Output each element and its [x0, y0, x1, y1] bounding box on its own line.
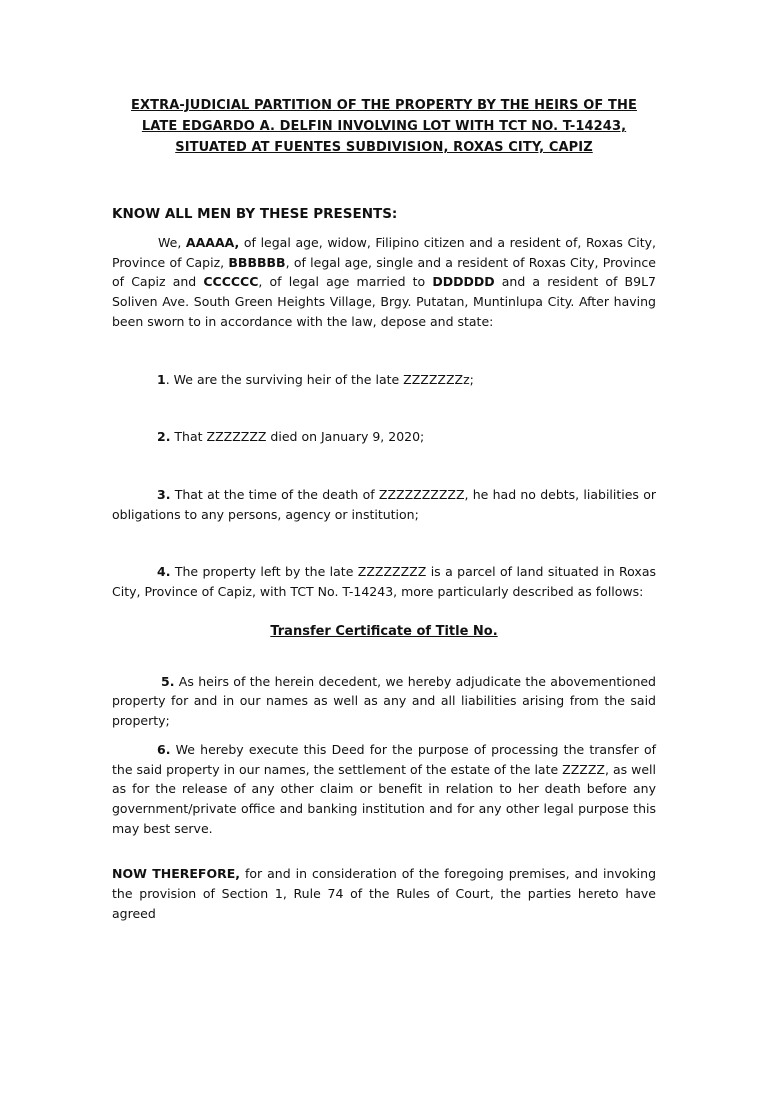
clause-4 [112, 562, 656, 601]
clause-2 [112, 427, 656, 447]
intro-text-4: , of legal age married to [258, 274, 433, 290]
clause-6-text: We hereby execute this Deed for the purpose of processing the transfer of the said property in our names, the settlement of the estate of the late ZZZZZ, as well as for the release of any other claim or benefit in relation to her death before any government/private office and banking institution and for any other legal purpose this may best serve. [112, 741, 656, 836]
document-title: EXTRA-JUDICIAL PARTITION OF THE PROPERTY BY THE HEIRS OF THE LATE EDGARDO A. DELFIN INVOLVING LOT WITH TCT NO. T-14243, SITUATED AT FUENTES SUBDIVISION, ROXAS CITY, CAPIZ [131, 98, 637, 155]
document-page [0, 95, 768, 1119]
clause-5-number: 5. [161, 673, 175, 689]
party-name-4: DDDDDD [432, 274, 495, 290]
now-therefore-paragraph [112, 864, 656, 923]
clause-3 [112, 485, 656, 524]
clause-1-number: 1 [157, 371, 166, 387]
clause-4-number: 4. [157, 564, 171, 580]
intro-text-2: of legal age, widow, Filipino citizen and a resident of, Roxas City, Province of Capiz, [112, 235, 656, 270]
party-name-3: CCCCCC [203, 274, 259, 290]
clause-6-number: 6. [157, 741, 171, 757]
clause-5-text: As heirs of the herein decedent, we hereby adjudicate the abovementioned property for and in our names as well as any and all liabilities arising from the said property; [112, 673, 656, 729]
intro-text-3: , of legal age, single and a resident of Roxas City, Province of Capiz and [112, 254, 656, 290]
clause-3-number: 3. [157, 486, 171, 502]
now-therefore-lead: NOW THEREFORE, [112, 866, 240, 882]
party-name-2: BBBBBB [228, 254, 286, 270]
intro-text-1: We, [158, 235, 186, 250]
clause-4-text: The property left by the late ZZZZZZZZ is a parcel of land situated in Roxas City, Province of Capiz, with TCT No. T-14243, more particularly described as follows: [112, 564, 656, 600]
clause-3-text: That at the time of the death of ZZZZZZZZZZ, he had no debts, liabilities or obligations to any persons, agency or institution; [112, 486, 656, 522]
clause-2-text: That ZZZZZZZ died on January 9, 2020; [170, 429, 425, 445]
tct-heading: Transfer Certificate of Title No. [270, 623, 498, 639]
clause-1 [112, 370, 656, 390]
clause-6 [112, 740, 656, 839]
intro-text-5: and a resident of B9L7 Soliven Ave. South Green Heights Village, Brgy. Putatan, Muntinlupa City. After having been sworn to in accordance with the law, depose and state: [112, 274, 657, 329]
intro-paragraph [112, 233, 656, 332]
now-therefore-text: for and in consideration of the foregoing premises, and invoking the provision of Section 1, Rule 74 of the Rules of Court, the parties hereto have agreed [112, 866, 657, 921]
clause-5 [112, 672, 656, 731]
clause-1-text: . We are the surviving heir of the late ZZZZZZZz; [165, 371, 474, 387]
clause-2-number: 2. [157, 429, 171, 445]
party-name-1: AAAAA, [185, 235, 240, 250]
preamble-heading: KNOW ALL MEN BY THESE PRESENTS: [112, 206, 398, 222]
